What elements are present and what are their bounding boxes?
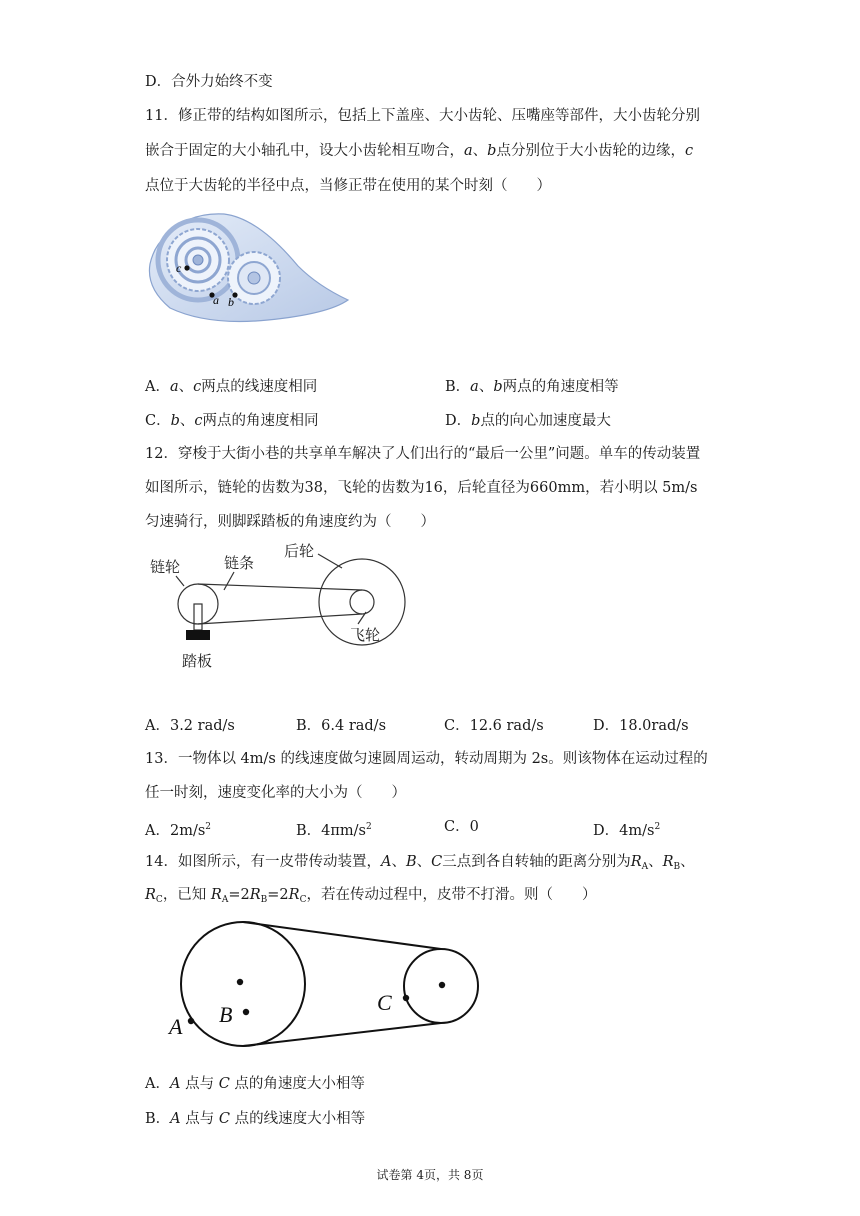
- q13-stem-line2: 任一时刻，速度变化率的大小为（ ）: [145, 785, 406, 801]
- q11-option-a: A．a、c两点的线速度相同: [145, 379, 318, 395]
- q10-option-d: D．合外力始终不变: [145, 74, 273, 90]
- q12-option-d: D．18.0rad/s: [593, 718, 689, 734]
- belt-drive-figure: [160, 918, 490, 1058]
- q13-option-b: B．$4\pi m/s^2$: [296, 822, 372, 839]
- label-b: b: [228, 295, 234, 309]
- q11-option-b: B．a、b两点的角速度相等: [445, 379, 619, 395]
- q13-option-c: C．0: [444, 819, 479, 835]
- q11-stem-line3: 点位于大齿轮的半径中点，当修正带在使用的某个时刻（ ）: [145, 178, 551, 194]
- q11-stem-line2: 嵌合于固定的大小轴孔中，设大小齿轮相互吻合，a、b点分别位于大小齿轮的边缘，c: [145, 143, 694, 159]
- label-A: A: [169, 1014, 183, 1039]
- correction-tape-figure: [148, 208, 354, 328]
- label-chain: 链条: [224, 554, 255, 572]
- page-footer: 试卷第 4页，共 8页: [376, 1168, 484, 1182]
- bicycle-drive-figure: [146, 538, 416, 678]
- label-rear-wheel: 后轮: [284, 542, 315, 560]
- label-flywheel: 飞轮: [350, 626, 381, 644]
- q13-option-d: D．$4m/s^2$: [593, 822, 661, 839]
- q12-option-c: C．12.6 rad/s: [444, 718, 544, 734]
- label-B: B: [219, 1002, 233, 1027]
- q12-option-b: B．6.4 rad/s: [296, 718, 387, 734]
- q13-stem-line1: 13．一物体以 4m/s 的线速度做匀速圆周运动，转动周期为 2s。则该物体在运动过程的: [145, 751, 708, 767]
- label-sprocket: 链轮: [150, 558, 181, 576]
- q11-option-d: D．b点的向心加速度最大: [445, 413, 611, 429]
- q14-stem-line2: $R_C$，已知 $R_A=2R_B=2R_C$，若在传动过程中，皮带不打滑。则（ ）: [145, 887, 597, 905]
- q12-stem-line3: 匀速骑行，则脚踩踏板的角速度约为（ ）: [145, 514, 435, 530]
- label-C: C: [377, 990, 392, 1015]
- label-pedal: 踏板: [182, 652, 213, 670]
- q14-stem-line1: 14．如图所示，有一皮带传动装置，A、B、C三点到各自转轴的距离分别为$R_A$、$R_B$、: [145, 854, 695, 872]
- q11-option-c: C．b、c两点的角速度相同: [145, 413, 319, 429]
- q14-option-a: A．A 点与 C 点的角速度大小相等: [145, 1076, 365, 1092]
- q12-option-a: A．3.2 rad/s: [145, 718, 235, 734]
- q12-stem-line2: 如图所示，链轮的齿数为38，飞轮的齿数为16，后轮直径为660mm，若小明以 5m/s: [145, 480, 698, 496]
- q11-stem-line1: 11．修正带的结构如图所示，包括上下盖座、大小齿轮、压嘴座等部件，大小齿轮分别: [145, 108, 700, 124]
- label-c: c: [176, 261, 182, 275]
- q14-option-b: B．A 点与 C 点的线速度大小相等: [145, 1111, 366, 1127]
- q13-option-a: A．$2m/s^2$: [145, 822, 212, 839]
- label-a: a: [213, 293, 219, 307]
- q12-stem-line1: 12．穿梭于大街小巷的共享单车解决了人们出行的“最后一公里”问题。单车的传动装置: [145, 446, 701, 462]
